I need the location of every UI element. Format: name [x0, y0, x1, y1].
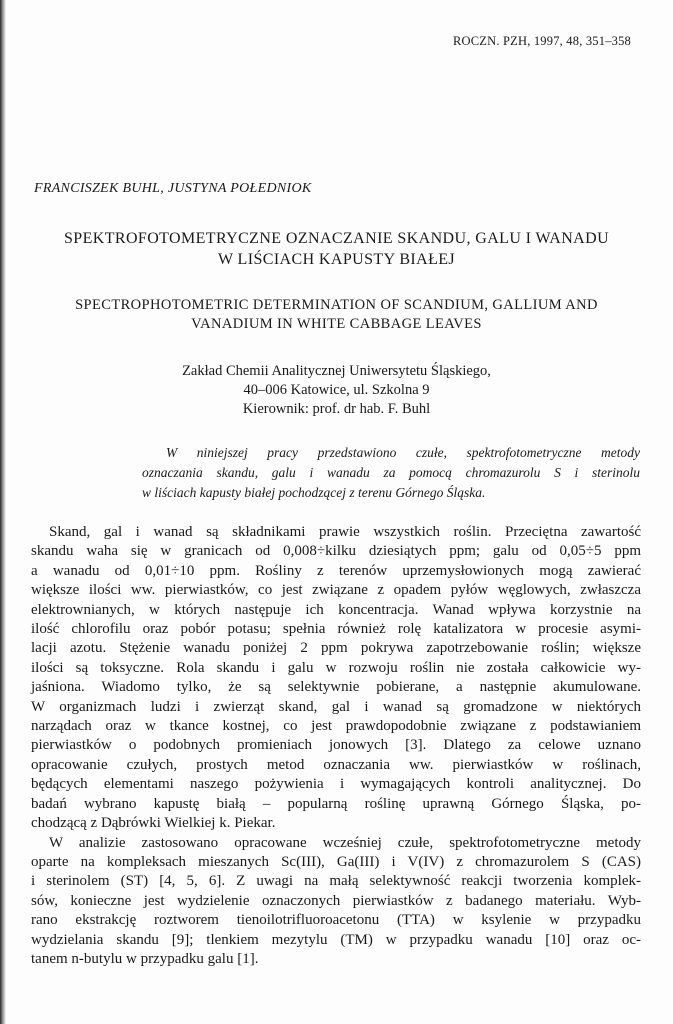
- title-polish: [20, 228, 653, 270]
- body-line: jaśniona. Wiadomo tylko, że są selektywnie pobierane, a następnie akumulowane.: [31, 679, 641, 696]
- affiliation-line: 40–006 Katowice, ul. Szkolna 9: [243, 382, 430, 398]
- body-line: będących elementami naszego pożywienia i wymagających kontroli analitycznej. Do: [31, 776, 641, 793]
- body-line: oparte na kompleksach mieszanych Sc(III), Ga(III) i V(IV) z chromazurolem S (CAS): [31, 853, 641, 870]
- body-line: wydzielania skandu [9]; tlenkiem mezytylu (TM) w przypadku wanadu [10] oraz oc-: [31, 931, 641, 948]
- body-line: ilość chlorofilu oraz pobór potasu; spełnia również rolę katalizatora w procesie asymi-: [31, 621, 641, 638]
- body-line: skandu waha się w granicach od 0,008÷kilku dziesiątych ppm; galu od 0,05÷5 ppm: [31, 543, 641, 560]
- body-line: i sterinolem (ST) [4, 5, 6]. Z uwagi na małą selektywność reakcji tworzenia komplek-: [31, 873, 641, 890]
- body-line: elektrownianych, w których następuje ich koncentracja. Wanad wpływa korzystnie na: [31, 601, 641, 618]
- body-line: W organizmach ludzi i zwierząt skand, gal i wanad są gromadzone w niektórych: [31, 698, 641, 715]
- body-line: badań wybrano kapustę białą – popularną roślinę uprawną Górnego Śląska, po-: [31, 795, 641, 812]
- body-line: opracowanie czułych, prostych metod oznaczania ww. pierwiastków w roślinach,: [31, 756, 641, 773]
- affiliation-line: Zakład Chemii Analitycznej Uniwersytetu Śląskiego,: [182, 363, 491, 379]
- body-line: W analizie zastosowano opracowane wcześniej czułe, spektrofotometryczne metody: [49, 834, 641, 851]
- title-polish-line: W LIŚCIACH KAPUSTY BIAŁEJ: [217, 251, 456, 268]
- affiliation: [20, 362, 653, 419]
- body-line: sów, konieczne jest wydzielenie oznaczonych pierwiastków z badanego materiału. Wyb-: [31, 892, 641, 909]
- body-line: Skand, gal i wanad są składnikami prawie wszystkich roślin. Przeciętna zawartość: [49, 524, 641, 540]
- body-line: chodzącą z Dąbrówki Wielkiej k. Piekar.: [31, 815, 276, 832]
- body-line: większe ilości ww. pierwiastków, co jest związane z opadem pyłów węglowych, zwłaszcza: [31, 582, 641, 599]
- body-line: rano ekstrakcję roztworem tienoilotrifluoroacetonu (TTA) w ksylenie w przypadku: [31, 912, 641, 929]
- journal-reference: ROCZN. PZH, 1997, 48, 351–358: [452, 34, 631, 48]
- body-line: ilości są toksyczne. Rola skandu i galu w rozwoju roślin nie została całkowicie wy-: [31, 659, 641, 676]
- title-polish-line: SPEKTROFOTOMETRYCZNE OZNACZANIE SKANDU, GALU I WANADU: [63, 230, 610, 247]
- title-english-line: SPECTROPHOTOMETRIC DETERMINATION OF SCANDIUM, GALLIUM AND: [75, 297, 598, 313]
- body-text: [31, 523, 641, 969]
- abstract-line: W niniejszej pracy przedstawiono czułe, spektrofotometryczne metody: [166, 445, 640, 460]
- abstract: [142, 443, 640, 503]
- scan-edge-shadow: [0, 0, 6, 1024]
- affiliation-line: Kierownik: prof. dr hab. F. Buhl: [242, 401, 431, 417]
- abstract-line: w liściach kapusty białej pochodzącej z terenu Górnego Śląska.: [142, 485, 486, 500]
- author-names: FRANCISZEK BUHL, JUSTYNA POŁEDNIOK: [34, 181, 312, 196]
- body-line: pierwiastków o podobnych promieniach jonowych [3]. Dlatego za celowe uznano: [31, 737, 641, 754]
- body-line: lacji azotu. Stężenie wanadu poniżej 2 ppm pokrywa zapotrzebowanie roślin; większe: [31, 640, 641, 657]
- body-line: narządach oraz w tkance kostnej, co jest prawdopodobnie związane z podstawianiem: [31, 718, 641, 735]
- abstract-line: oznaczania skandu, galu i wanadu za pomocą chromazurolu S i sterinolu: [142, 465, 640, 480]
- title-english: [20, 296, 653, 334]
- body-line: a wanadu od 0,01÷10 ppm. Rośliny z terenów uprzemysłowionych mogą zawierać: [31, 562, 641, 579]
- body-line: tanem n-butylu w przypadku galu [1].: [31, 950, 259, 967]
- title-english-line: VANADIUM IN WHITE CABBAGE LEAVES: [191, 316, 482, 332]
